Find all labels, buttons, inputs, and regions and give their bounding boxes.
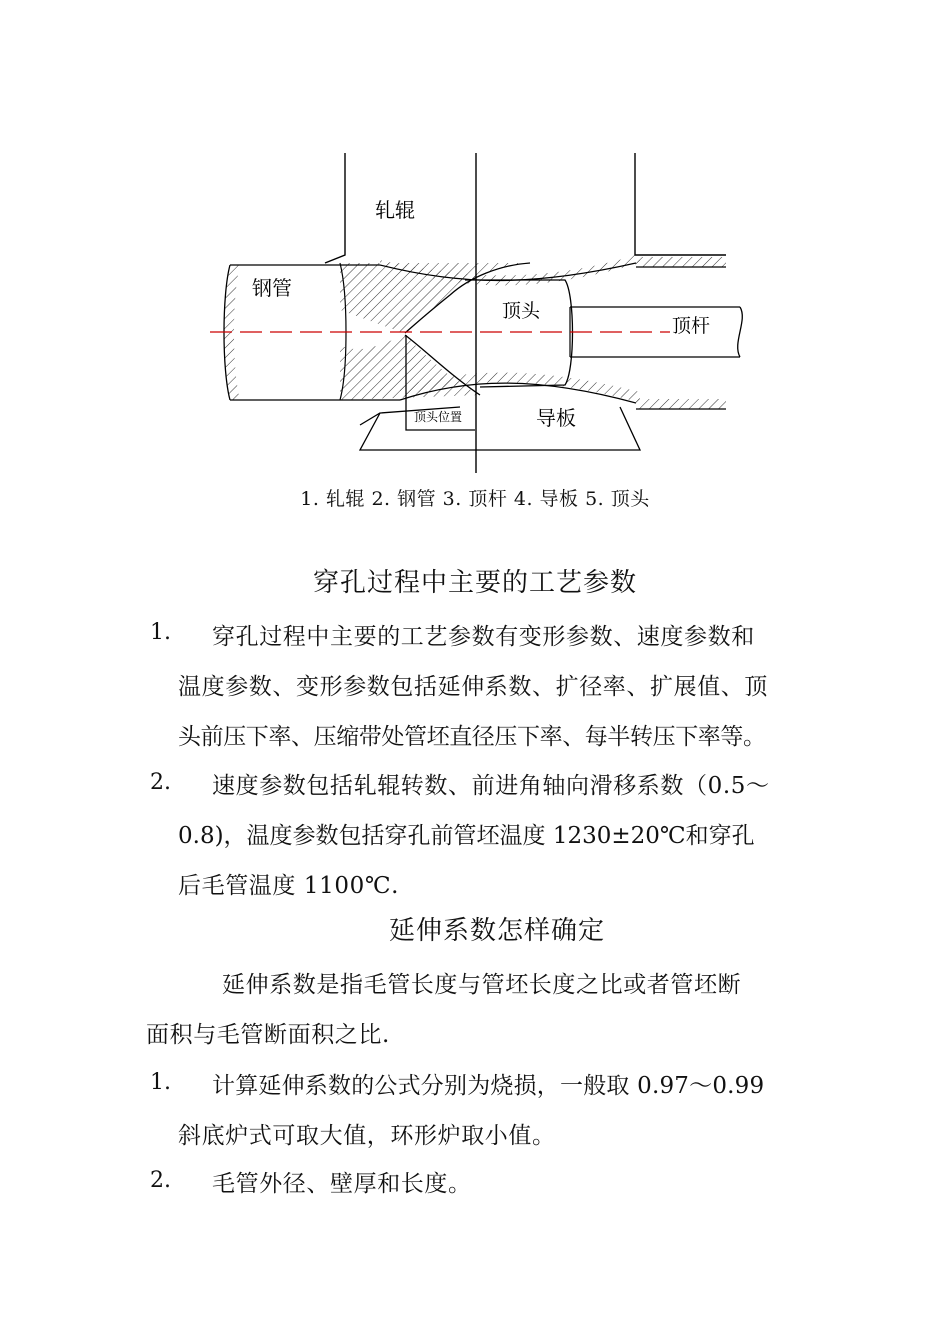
guide-plate <box>360 407 640 450</box>
list-number: 2. <box>150 1168 171 1193</box>
section1-heading: 穿孔过程中主要的工艺参数 <box>312 568 637 598</box>
label-tube: 钢管 <box>252 276 292 300</box>
roll-hatch-upper <box>636 257 726 267</box>
label-plug: 顶头 <box>502 300 541 322</box>
paragraph-line: 头前压下率、压缩带处管坯直径压下率、每半转压下率等。 <box>178 724 766 750</box>
roll-right-outline <box>635 153 726 255</box>
list-number: 1. <box>150 620 171 645</box>
label-rod: 顶杆 <box>672 315 711 337</box>
list-number: 2. <box>150 770 171 795</box>
plug-shape <box>465 280 573 387</box>
section2-heading: 延伸系数怎样确定 <box>388 916 605 946</box>
paragraph-line: 后毛管温度 1100℃. <box>178 873 400 899</box>
paragraph-line: 0.8)，温度参数包括穿孔前管坯温度 1230±20℃和穿孔 <box>178 823 755 849</box>
paragraph-line: 温度参数、变形参数包括延伸系数、扩径率、扩展值、顶 <box>178 674 768 700</box>
piercing-diagram <box>200 145 760 480</box>
rod-end <box>738 307 743 357</box>
paragraph-line: 毛管外径、壁厚和长度。 <box>212 1171 472 1197</box>
paragraph-line: 斜底炉式可取大值，环形炉取小值。 <box>178 1123 556 1149</box>
paragraph-line: 延伸系数是指毛管长度与管坯长度之比或者管坯断 <box>222 972 742 998</box>
paragraph-line: 面积与毛管断面积之比. <box>146 1022 390 1048</box>
label-roll: 轧辊 <box>375 198 415 222</box>
roll-left-outline <box>325 153 345 263</box>
roll-hatch-lower <box>636 399 726 409</box>
paragraph-line: 穿孔过程中主要的工艺参数有变形参数、速度参数和 <box>212 624 755 650</box>
list-number: 1. <box>150 1070 171 1095</box>
label-guide: 导板 <box>536 406 576 430</box>
label-plug-position: 顶头位置 <box>414 410 463 424</box>
paragraph-line: 速度参数包括轧辊转数、前进角轴向滑移系数（0.5～ <box>212 773 770 799</box>
figure-caption: 1. 轧辊 2. 钢管 3. 顶杆 4. 导板 5. 顶头 <box>300 488 650 510</box>
paragraph-line: 计算延伸系数的公式分别为烧损，一般取 0.97～0.99 <box>212 1073 765 1099</box>
